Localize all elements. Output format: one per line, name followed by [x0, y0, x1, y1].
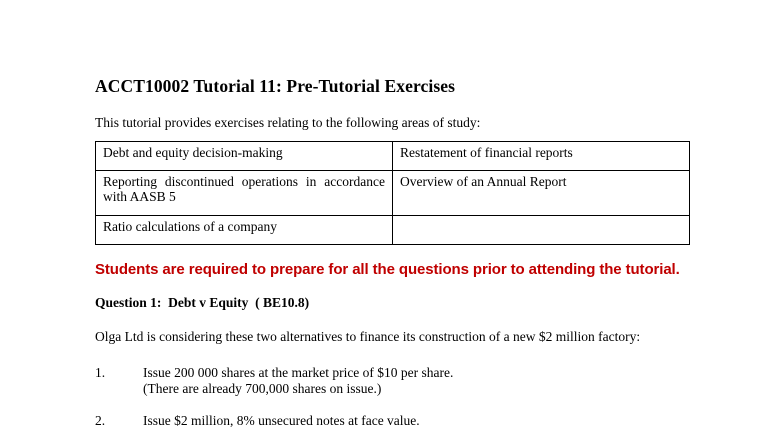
list-item-text: Issue 200 000 shares at the market price of $10 per share. [143, 365, 454, 380]
page-title: ACCT10002 Tutorial 11: Pre-Tutorial Exercises [95, 76, 456, 96]
list-item-text: Issue $2 million, 8% unsecured notes at face value. [143, 413, 420, 428]
preparation-notice: Students are required to prepare for all the questions prior to attending the tutorial. [95, 261, 680, 278]
table-row [96, 171, 690, 216]
question-text: Olga Ltd is considering these two alternatives to finance its construction of a new $2 million factory: [95, 329, 641, 344]
table-row [96, 216, 690, 245]
list-number: 1. [95, 365, 106, 380]
table-cell: Ratio calculations of a company [96, 216, 393, 245]
table-cell: Restatement of financial reports [393, 142, 690, 171]
table-row [96, 142, 690, 171]
intro-text: This tutorial provides exercises relating to the following areas of study: [95, 115, 481, 130]
table-cell: Debt and equity decision-making [96, 142, 393, 171]
question-heading: Question 1: Debt v Equity ( BE10.8) [95, 295, 310, 310]
table-cell: Reporting discontinued operations in accordance with AASB 5 [96, 171, 393, 216]
list-number: 2. [95, 413, 106, 428]
table-cell: Overview of an Annual Report [393, 171, 690, 216]
study-areas-table [95, 141, 690, 245]
table-cell [393, 216, 690, 245]
list-item-note: (There are already 700,000 shares on issue.) [143, 381, 382, 396]
